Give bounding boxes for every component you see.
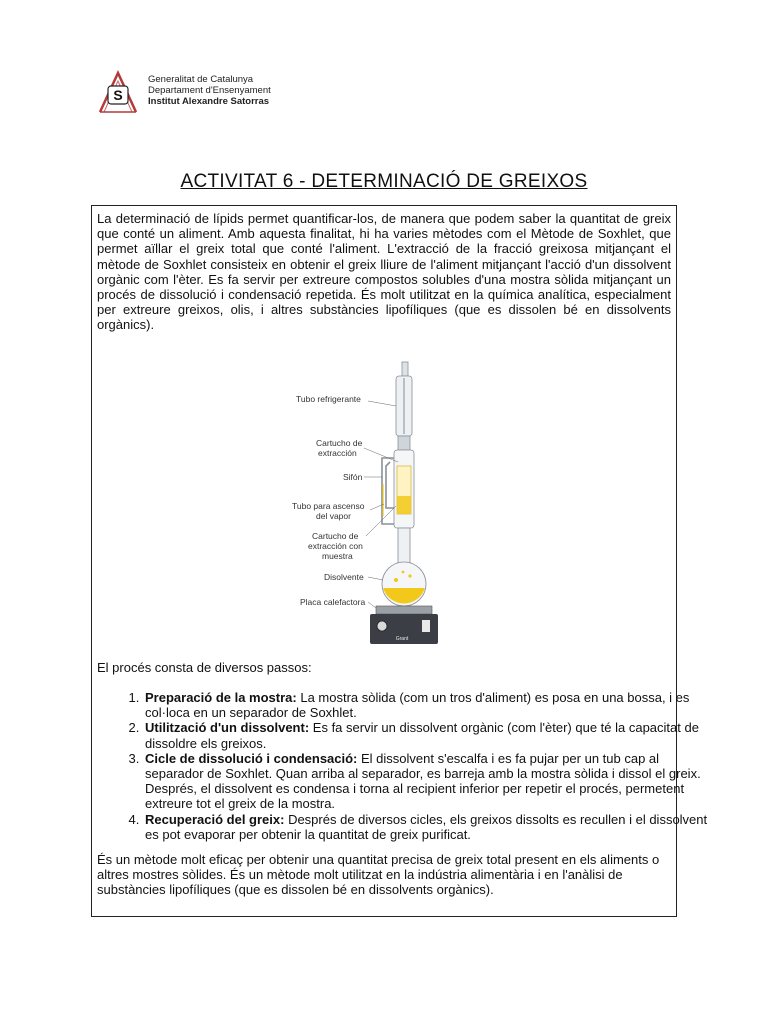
steps-intro: El procés consta de diversos passos: (97, 660, 312, 675)
list-item (143, 720, 717, 750)
device-brand: Grant (395, 636, 409, 642)
step-text: Es fa servir un dissolvent orgànic (com l'èter) que té la capacitat de dissoldre els greixos. (145, 720, 699, 751)
step-title: Cicle de dissolució i condensació: (145, 750, 358, 766)
flask-neck (398, 528, 410, 564)
step-text: El dissolvent s'escalfa i es fa pujar per un tub cap al separador de Soxhlet. Quan arriba al separador, es barreja amb la mostra sòlida i dissol el greix. Després, el dissolvent es condensa i torna al recipient inferior per repetir el procés, permetent extreure tot el greix de la mostra. (145, 750, 701, 812)
condenser-top (402, 362, 408, 376)
list-item (143, 812, 717, 842)
step-text: Després de diversos cicles, els greixos dissolts es recullen i el dissolvent es pot evaporar per obtenir la quantitat de greix purificat. (145, 811, 708, 842)
label-placa: Placa calefactora (300, 597, 366, 607)
list-item (143, 690, 717, 720)
list-item (143, 751, 717, 812)
power-switch (422, 620, 430, 632)
heating-plate-top (376, 606, 432, 614)
label-tubo-ascenso-2: del vapor (316, 511, 351, 521)
label-sifon: Sifón (343, 472, 363, 482)
institution-logo (96, 70, 140, 116)
label-cartucho-muestra-2: extracción con (308, 541, 363, 551)
label-cartucho-muestra-1: Cartucho de (312, 531, 359, 541)
page-title: ACTIVITAT 6 - DETERMINACIÓ DE GREIXOS (180, 171, 588, 192)
intro-paragraph: La determinació de lípids permet quantificar-los, de manera que podem saber la quantitat de greix que conté un aliment. Amb aquesta finalitat, hi ha varies mètodes com el Mètode de Soxhlet, que permet aïllar el greix total que conté l'aliment. L'extracció de la fracció greixosa mitjançant el mètode de Soxhlet consisteix en obtenir el greix lliure de l'aliment mitjançant l'acció d'un dissolvent orgànic com l'èter. Es fa servir per extreure compostos solubles d'una mostra sòlida mitjançant un procés de dissolució i condensació repetida. És molt utilitzat en la química analítica, especialment per extreure greixos, olis, i altres substàncies lipofíliques (que es dissolen bé en dissolvents orgànics). (97, 211, 671, 333)
label-disolvente: Disolvente (324, 572, 364, 582)
label-cartucho-2: extracción (318, 448, 357, 458)
solvent-liquid (383, 588, 425, 603)
logo-letter: S (113, 87, 123, 103)
header-line-2: Departament d'Ensenyament (148, 85, 271, 96)
soxhlet-diagram (290, 358, 450, 648)
step-title: Recuperació del greix: (145, 811, 285, 827)
label-cartucho-1: Cartucho de (316, 438, 363, 448)
step-text: La mostra sòlida (com un tros d'aliment) es posa en una bossa, i es col·loca en un separador de Soxhlet. (145, 690, 690, 721)
label-tubo-ascenso-1: Tubo para ascenso (292, 501, 365, 511)
label-cartucho-muestra-3: muestra (322, 551, 353, 561)
institution-name (148, 74, 271, 107)
step-title: Utilització d'un dissolvent: (145, 720, 310, 736)
label-tubo-refrigerante: Tubo refrigerante (296, 394, 361, 404)
conclusion-paragraph: És un mètode molt eficaç per obtenir una quantitat precisa de greix total present en els aliments o altres mostres sòlides. És un mètode molt utilitzat en la indústria alimentària i en l'anàlisi de substàncies lipofíliques (que es dissolen bé en dissolvents orgànics). (97, 852, 660, 898)
header-line-3: Institut Alexandre Satorras (148, 96, 270, 107)
steps-list (97, 690, 717, 842)
heating-knob (377, 621, 387, 631)
header-line-1: Generalitat de Catalunya (148, 74, 254, 85)
siphon-tube (386, 462, 394, 508)
step-title: Preparació de la mostra: (145, 690, 297, 705)
